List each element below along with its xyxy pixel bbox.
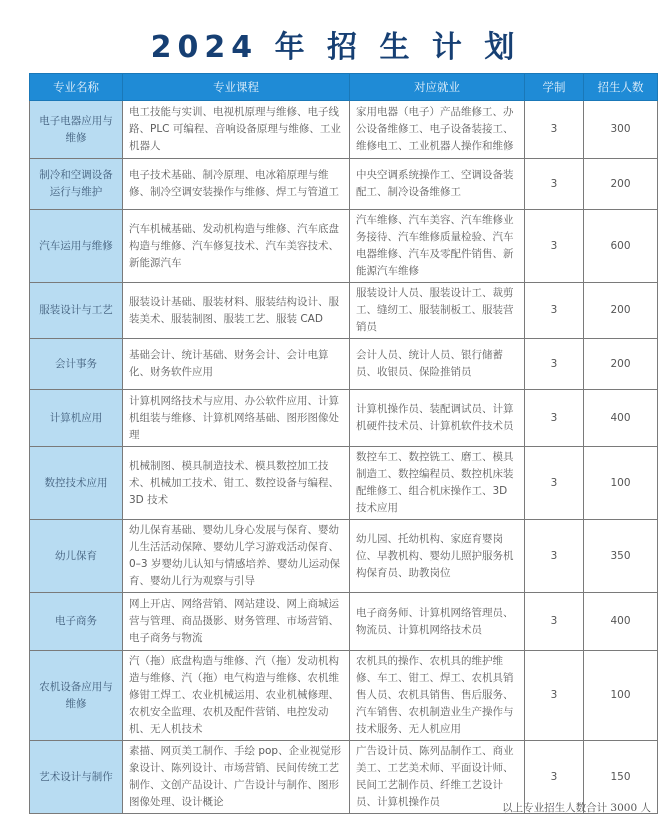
major-courses: 汽车机械基础、发动机构造与维修、汽车底盘构造与维修、汽车修复技术、汽车美容技术、新能源汽车 [123, 210, 350, 283]
major-enrollment: 200 [584, 339, 658, 390]
major-name: 汽车运用与维修 [30, 210, 123, 283]
major-enrollment: 300 [584, 101, 658, 159]
major-jobs: 中央空调系统操作工、空调设备装配工、制冷设备维修工 [350, 159, 525, 210]
major-enrollment: 350 [584, 520, 658, 593]
major-name: 服装设计与工艺 [30, 283, 123, 339]
major-years: 3 [525, 520, 584, 593]
major-courses: 机械制图、模具制造技术、模具数控加工技术、机械加工技术、钳工、数控设备与编程、3D 技术 [123, 447, 350, 520]
major-jobs: 广告设计员、陈列品制作工、商业美工、工艺美术师、平面设计师、民间工艺制作员、纤维工艺设计员、计算机操作员 [350, 741, 525, 814]
table-row [30, 593, 658, 651]
major-enrollment: 100 [584, 651, 658, 741]
major-years: 3 [525, 210, 584, 283]
table-row [30, 651, 658, 741]
major-jobs: 会计人员、统计人员、银行储蓄员、收银员、保险推销员 [350, 339, 525, 390]
major-enrollment: 200 [584, 283, 658, 339]
table-row [30, 339, 658, 390]
major-enrollment: 150 [584, 741, 658, 814]
major-jobs: 幼儿园、托幼机构、家庭育婴岗位、早教机构、婴幼儿照护服务机构保育员、助教岗位 [350, 520, 525, 593]
header-years: 学制 [525, 74, 584, 101]
header-courses: 专业课程 [123, 74, 350, 101]
major-name: 幼儿保育 [30, 520, 123, 593]
major-name: 电子电器应用与维修 [30, 101, 123, 159]
major-jobs: 数控车工、数控铣工、磨工、模具制造工、数控编程员、数控机床装配维修工、组合机床操作工、3D 技术应用 [350, 447, 525, 520]
table-row [30, 520, 658, 593]
major-courses: 汽（拖）底盘构造与维修、汽（拖）发动机构造与维修、汽（拖）电气构造与维修、农机维修钳工焊工、农业机械运用、农业机械修理、农机安全监理、农机及配件营销、电控发动机、无人机技术 [123, 651, 350, 741]
major-enrollment: 100 [584, 447, 658, 520]
major-years: 3 [525, 283, 584, 339]
major-courses: 网上开店、网络营销、网站建设、网上商城运营与管理、商品摄影、财务管理、市场营销、电子商务与物流 [123, 593, 350, 651]
major-years: 3 [525, 741, 584, 814]
major-years: 3 [525, 651, 584, 741]
major-enrollment: 200 [584, 159, 658, 210]
major-jobs: 计算机操作员、装配调试员、计算机硬件技术员、计算机软件技术员 [350, 390, 525, 447]
major-name: 计算机应用 [30, 390, 123, 447]
major-name: 数控技术应用 [30, 447, 123, 520]
table-row [30, 210, 658, 283]
major-enrollment: 600 [584, 210, 658, 283]
enrollment-plan-table [29, 73, 658, 814]
major-courses: 素描、网页美工制作、手绘 pop、企业视觉形象设计、陈列设计、市场营销、民间传统工艺制作、文创产品设计、广告设计与制作、图形图像处理、设计概论 [123, 741, 350, 814]
major-enrollment: 400 [584, 390, 658, 447]
major-jobs: 农机具的操作、农机具的维护维修、车工、钳工、焊工、农机具销售人员、农机具销售、售后服务、汽车销售、农机制造业生产操作与技术服务、无人机应用 [350, 651, 525, 741]
major-courses: 服装设计基础、服装材料、服装结构设计、服装美术、服装制图、服装工艺、服装 CAD [123, 283, 350, 339]
major-years: 3 [525, 159, 584, 210]
major-years: 3 [525, 101, 584, 159]
major-jobs: 电子商务师、计算机网络管理员、物流员、计算机网络技术员 [350, 593, 525, 651]
page-title: 2024 年 招 生 计 划 [150, 30, 521, 65]
header-major-name: 专业名称 [30, 74, 123, 101]
major-courses: 幼儿保育基础、婴幼儿身心发展与保育、婴幼儿生活活动保障、婴幼儿学习游戏活动保育、0–3 岁婴幼儿认知与情感培养、婴幼儿运动保育、婴幼儿行为观察与引导 [123, 520, 350, 593]
table-row [30, 159, 658, 210]
major-enrollment: 400 [584, 593, 658, 651]
table-header-row [30, 74, 658, 101]
major-name: 制冷和空调设备运行与维护 [30, 159, 123, 210]
major-jobs: 汽车维修、汽车美容、汽车维修业务接待、汽车维修质量检验、汽车电器维修、汽车及零配件销售、新能源汽车维修 [350, 210, 525, 283]
major-courses: 计算机网络技术与应用、办公软件应用、计算机组装与维修、计算机网络基础、图形图像处理 [123, 390, 350, 447]
header-jobs: 对应就业 [350, 74, 525, 101]
major-years: 3 [525, 447, 584, 520]
major-years: 3 [525, 593, 584, 651]
header-enrollment: 招生人数 [584, 74, 658, 101]
major-courses: 基础会计、统计基础、财务会计、会计电算化、财务软件应用 [123, 339, 350, 390]
table-row [30, 101, 658, 159]
major-name: 会计事务 [30, 339, 123, 390]
major-jobs: 服装设计人员、服装设计工、裁剪工、缝纫工、服装制板工、服装营销员 [350, 283, 525, 339]
major-years: 3 [525, 390, 584, 447]
major-name: 农机设备应用与维修 [30, 651, 123, 741]
table-row [30, 390, 658, 447]
major-courses: 电工技能与实训、电视机原理与维修、电子线路、PLC 可编程、音响设备原理与维修、工业机器人 [123, 101, 350, 159]
major-years: 3 [525, 339, 584, 390]
major-name: 电子商务 [30, 593, 123, 651]
table-row [30, 283, 658, 339]
total-enrollment-note: 以上专业招生人数合计 3000 人 [502, 802, 651, 814]
major-jobs: 家用电器（电子）产品维修工、办公设备维修工、电子设备装接工、维修电工、工业机器人操作和维修 [350, 101, 525, 159]
table-row [30, 447, 658, 520]
major-courses: 电子技术基础、制冷原理、电冰箱原理与维修、制冷空调安装操作与维修、焊工与管道工 [123, 159, 350, 210]
major-name: 艺术设计与制作 [30, 741, 123, 814]
